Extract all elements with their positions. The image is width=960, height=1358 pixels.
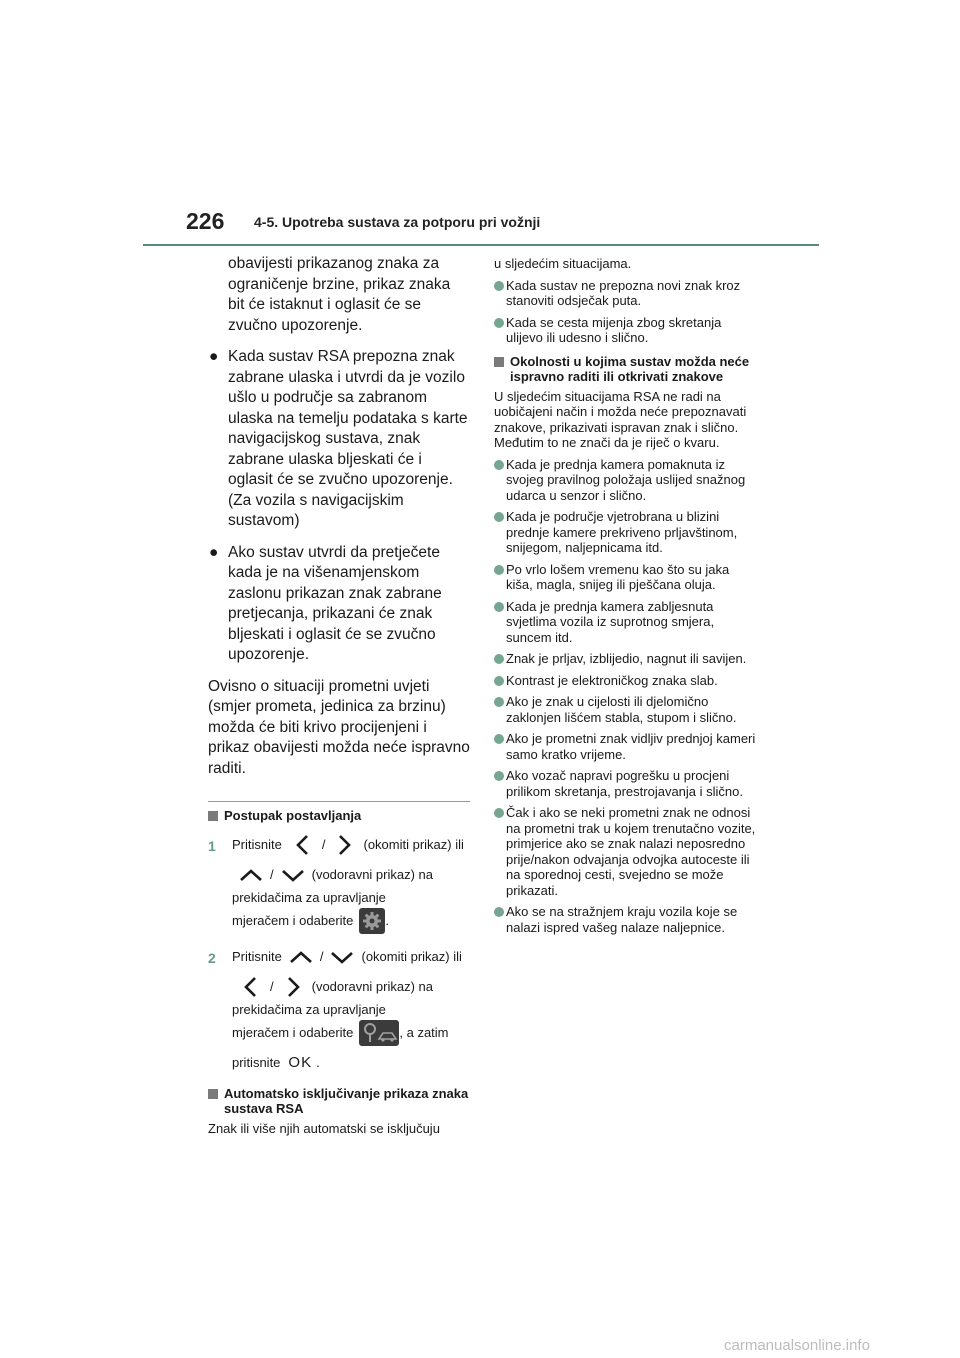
square-marker-icon — [208, 811, 218, 821]
list-item-text: Ako se na stražnjem kraju vozila koje se nalazi ispred vašeg nalaze naljepnice. — [506, 904, 738, 935]
bullet-dot-icon — [494, 734, 504, 744]
list-item-text: Ako je znak u cijelosti ili djelomično zaklonjen lišćem stabla, stupom i slično. — [506, 694, 737, 725]
list-item — [494, 599, 756, 646]
heading-text: Automatsko isključivanje prikaza znaka sustava RSA — [224, 1085, 469, 1116]
square-marker-icon — [208, 1089, 218, 1099]
step-text: (vodoravni prikaz) na — [311, 978, 434, 994]
slash: / — [270, 978, 274, 994]
list-item — [494, 278, 756, 309]
step-text: (okomiti prikaz) ili — [363, 836, 464, 852]
header-rule — [143, 244, 819, 246]
bullet-dot-icon — [494, 697, 504, 707]
bullet-dot-icon — [494, 460, 504, 470]
paragraph: Znak ili više njih automatski se isključuju — [208, 1120, 440, 1136]
bullet-dot-icon — [494, 907, 504, 917]
list-item-text: Kontrast je elektroničkog znaka slab. — [506, 672, 718, 688]
list-item-text: Ako je prometni znak vidljiv prednjoj kameri samo kratko vrijeme. — [506, 731, 756, 762]
subsection-heading — [208, 1086, 470, 1117]
step-number: 1 — [208, 837, 216, 854]
list-item-text: Kada se cesta mijenja zbog skretanja ulijevo ili udesno i slično. — [506, 314, 722, 345]
bullet-dot-icon — [494, 602, 504, 612]
list-item-text: Čak i ako se neki prometni znak ne odnosi na prometni trak u kojem trenutačno vozite, primjerice ako se znak nalazi neposredno prije/nakon odvajanja odvojka autoceste ili na sporednoj cesti, svejedno se može prikazati. — [506, 805, 756, 898]
subsection-heading — [494, 354, 756, 385]
heading-text: Postupak postavljanja — [224, 808, 362, 823]
step-2: 2 Pritisnite / (okomiti prikaz) ili / (vodoravni prikaz) na prekidačima za upravljanje mjeračem i odaberite , a zatim pritisnite OK . — [208, 942, 470, 1078]
continued-paragraph: obavijesti prikazanog znaka za ograničenje brzine, prikaz znaka bit će istaknut i oglasit će se zvučno upozorenje. — [228, 255, 451, 334]
step-1: 1 Pritisnite / (okomiti prikaz) ili / (vodoravni prikaz) na prekidačima za upravljanje mjeračem i odaberite . — [208, 830, 470, 936]
list-item — [494, 457, 756, 504]
bullet-item — [208, 347, 470, 532]
list-item — [494, 673, 756, 689]
square-marker-icon — [494, 357, 504, 367]
list-item — [494, 694, 756, 725]
list-item-text: Kada je područje vjetrobrana u blizini prednje kamere prekriveno prljavštinom, snijegom, naljepnicama itd. — [506, 509, 738, 555]
chevron-down-icon — [280, 864, 306, 886]
bullet-dot-icon — [494, 565, 504, 575]
bullet-text: Kada sustav RSA prepozna znak zabrane ulaska i utvrdi da je vozilo ušlo u područje sa zabranom ulaska na temelju podataka s karte navigacijskog sustava, znak zabrane ulaska bljeskati će i oglasit će se zvučno upozorenje. (Za vozila s navigacijskim sustavom) — [228, 348, 468, 529]
step-text: mjeračem i odaberite — [232, 1024, 354, 1040]
step-text: prekidačima za upravljanje — [232, 889, 386, 905]
chevron-up-icon — [288, 946, 314, 968]
watermark: carmanualsonline.info — [724, 1337, 870, 1354]
list-item-text: Kada sustav ne prepozna novi znak kroz stanoviti odsječak puta. — [506, 277, 741, 308]
bullet-list — [494, 278, 756, 346]
bullet-dot-icon — [494, 318, 504, 328]
bullet-dot-icon — [494, 676, 504, 686]
list-item — [494, 651, 756, 667]
list-item-text: Ako vozač napravi pogrešku u procjeni prilikom skretanja, prestrojavanja i slično. — [506, 768, 743, 799]
heading-text: Okolnosti u kojima sustav možda neće ispravno raditi ili otkrivati znakove — [510, 353, 750, 384]
step-text: (okomiti prikaz) ili — [361, 948, 462, 964]
slash: / — [270, 866, 274, 882]
bullet-text: Ako sustav utvrdi da pretječete kada je na višenamjenskom zaslonu prikazan znak zabrane pretjecanja, prikazani će znak bljeskati i oglasit će se zvučno upozorenje. — [228, 543, 442, 663]
bullet-dot-icon: ● — [209, 543, 219, 561]
list-item-text: Kada je prednja kamera pomaknuta iz svojeg pravilnog položaja uslijed snažnog udarca u senzor i slično. — [506, 456, 746, 503]
bullet-dot-icon — [494, 512, 504, 522]
step-text: (vodoravni prikaz) na — [311, 866, 434, 882]
list-item — [494, 731, 756, 762]
bullet-dot-icon — [494, 808, 504, 818]
bullet-list — [494, 457, 756, 936]
page-number: 226 — [186, 208, 225, 234]
list-item — [494, 562, 756, 593]
list-item — [494, 509, 756, 556]
list-item — [494, 315, 756, 346]
step-text: pritisnite — [232, 1054, 281, 1070]
gear-icon — [359, 908, 385, 934]
bullet-dot-icon: ● — [209, 348, 219, 365]
left-column — [208, 254, 470, 1136]
list-item-text: Znak je prljav, izblijedio, nagnut ili savijen. — [506, 651, 747, 666]
chevron-right-icon — [280, 976, 306, 998]
section-title: 4-5. Upotreba sustava za potporu pri vožnji — [254, 214, 541, 230]
step-text: Pritisnite — [232, 948, 282, 964]
bullet-dot-icon — [494, 771, 504, 781]
step-text: , a zatim — [399, 1024, 449, 1040]
chevron-right-icon — [331, 834, 357, 856]
step-text: prekidačima za upravljanje — [232, 1001, 386, 1017]
bullet-dot-icon — [494, 654, 504, 664]
step-text: mjeračem i odaberite — [232, 912, 354, 928]
paragraph: Ovisno o situaciji prometni uvjeti (smjer prometa, jedinica za brzinu) možda će biti krivo procijenjeni i prikaz obavijesti možda neće ispravno raditi. — [208, 677, 470, 777]
bullet-dot-icon — [494, 281, 504, 291]
slash: / — [321, 836, 326, 852]
right-column — [494, 254, 756, 935]
slash: / — [319, 948, 324, 964]
list-item-text: Po vrlo lošem vremenu kao što su jaka kiša, magla, snijeg ili pješčana oluja. — [506, 561, 730, 592]
list-item — [494, 805, 756, 898]
chevron-down-icon — [329, 946, 355, 968]
paragraph: U sljedećim situacijama RSA ne radi na uobičajeni način i možda neće prepoznavati znakove, prikazivati ispravan znak i slično. Međutim to ne znači da je riječ o kvaru. — [494, 388, 747, 450]
bullet-item — [208, 543, 470, 666]
page-header — [186, 208, 818, 246]
chevron-left-icon — [238, 976, 264, 998]
list-item — [494, 768, 756, 799]
subsection-heading — [208, 808, 470, 824]
chevron-left-icon — [290, 834, 316, 856]
list-item-text: Kada je prednja kamera zabljesnuta svjetlima vozila iz suprotnog smjera, suncem itd. — [506, 598, 715, 645]
list-item — [494, 904, 756, 935]
step-number: 2 — [208, 949, 216, 966]
step-text: Pritisnite — [232, 836, 282, 852]
divider — [208, 801, 470, 802]
paragraph: u sljedećim situacijama. — [494, 256, 632, 271]
rsa-sign-icon — [359, 1020, 399, 1046]
chevron-up-icon — [238, 864, 264, 886]
ok-icon: OK — [288, 1053, 313, 1071]
